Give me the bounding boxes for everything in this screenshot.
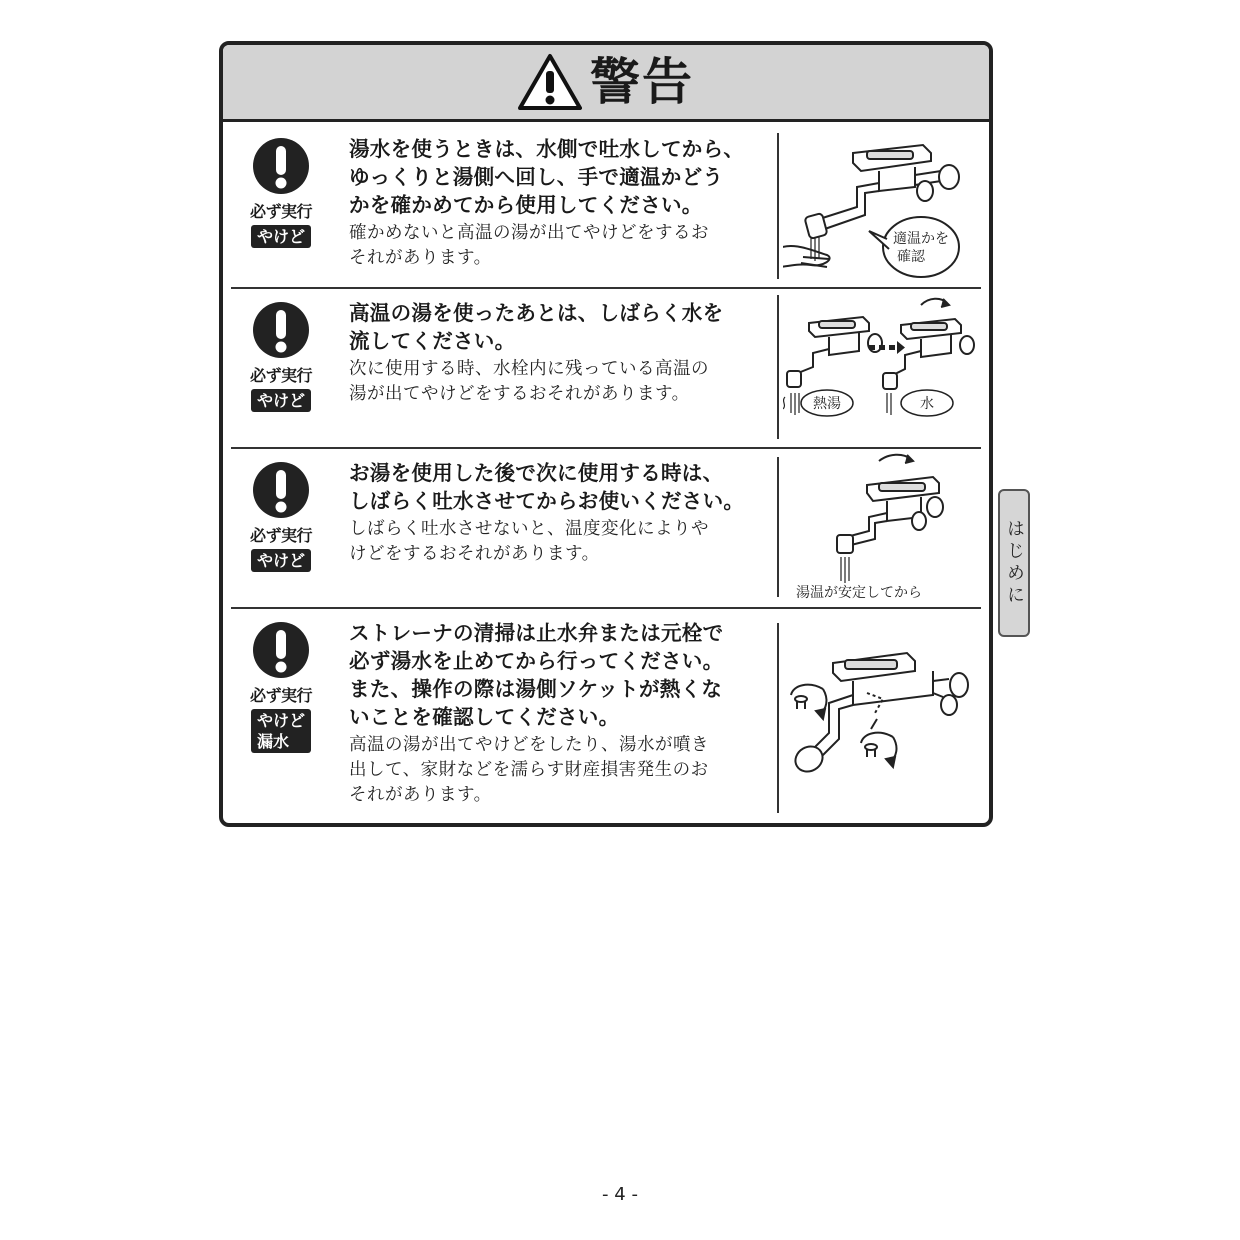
hazard-badge: やけど [251, 549, 311, 572]
mandatory-action-icon [252, 621, 310, 679]
warning-text [349, 135, 779, 271]
page-number: - 4 - [602, 1184, 638, 1205]
warning-reason: 次に使用する時、水栓内に残っている高温の 湯が出てやけどをするおそれがあります。 [349, 359, 709, 404]
warning-item-3 [231, 449, 979, 607]
warning-item-4 [231, 609, 979, 819]
mandatory-action-block [243, 621, 319, 753]
hazard-badge: やけど [251, 389, 311, 412]
warning-item-1 [231, 125, 979, 287]
warning-text [349, 619, 779, 808]
svg-text:適温かを: 適温かを [893, 231, 949, 247]
warning-instruction: 湯水を使うときは、水側で吐水してから、 ゆっくりと湯側へ回し、手で適温かどう かを確かめてから使用してください。 [349, 137, 745, 217]
must-label: 必ず実行 [249, 202, 312, 221]
must-label: 必ず実行 [249, 686, 312, 705]
faucet-strainer-valve-icon [783, 633, 979, 809]
warning-reason: 確かめないと高温の湯が出てやけどをするお それがあります。 [349, 223, 709, 268]
mandatory-action-icon [252, 461, 310, 519]
warning-reason: しばらく吐水させないと、温度変化によりや けどをするおそれがあります。 [349, 519, 709, 564]
warning-text [349, 459, 789, 567]
warning-item-2 [231, 289, 979, 447]
warning-box [219, 41, 993, 827]
faucet-hot-to-cold-icon [783, 293, 979, 443]
hazard-badge: やけど 漏水 [251, 709, 311, 753]
warning-reason: 高温の湯が出てやけどをしたり、湯水が噴き 出して、家財などを濡らす財産損害発生のお それがあります。 [349, 735, 709, 805]
mandatory-action-block [243, 301, 319, 412]
svg-text:確認: 確認 [897, 249, 925, 265]
warning-header [223, 45, 989, 122]
mandatory-action-icon [252, 137, 310, 195]
must-label: 必ず実行 [249, 526, 312, 545]
warning-text [349, 299, 779, 407]
section-tab-label: はじめに [1004, 519, 1025, 607]
svg-text:熱湯: 熱湯 [813, 396, 841, 412]
hazard-badge: やけど [251, 225, 311, 248]
warning-title: 警告 [590, 53, 694, 111]
warning-instruction: お湯を使用した後で次に使用する時は、 しばらく吐水させてからお使いください。 [349, 461, 745, 513]
warning-instruction: 高温の湯を使ったあとは、しばらく水を 流してください。 [349, 301, 724, 353]
faucet-hand-check-icon [783, 131, 979, 283]
faucet-running-water-icon [783, 451, 979, 601]
svg-text:湯温が安定してから: 湯温が安定してから [796, 585, 922, 601]
warning-triangle-icon [518, 53, 582, 111]
svg-text:水: 水 [920, 396, 934, 412]
mandatory-action-block [243, 461, 319, 572]
mandatory-action-block [243, 137, 319, 248]
must-label: 必ず実行 [249, 366, 312, 385]
section-tab[interactable] [998, 489, 1030, 637]
mandatory-action-icon [252, 301, 310, 359]
warning-instruction: ストレーナの清掃は止水弁または元栓で 必ず湯水を止めてから行ってください。 また、操作の際は湯側ソケットが熱くな いことを確認してください。 [349, 621, 724, 729]
